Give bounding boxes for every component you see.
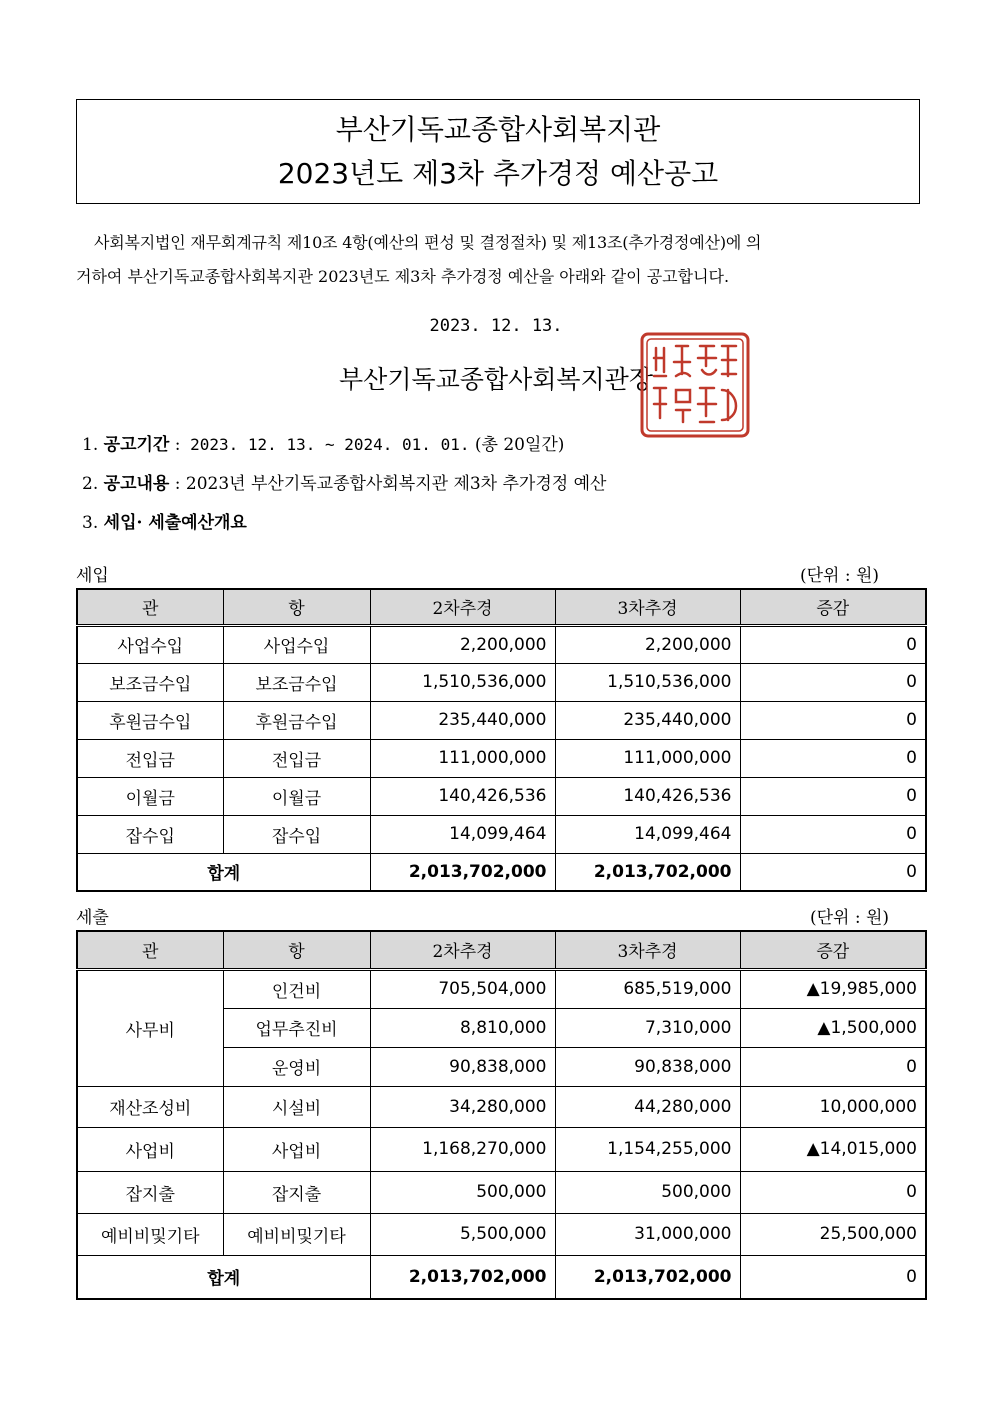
table-row: 재산조성비 시설비 34,280,000 44,280,000 10,000,000 xyxy=(77,1086,926,1127)
table-row: 예비비및기타 예비비및기타 5,500,000 31,000,000 25,500,000 xyxy=(77,1213,926,1255)
page-subtitle: 2023년도 제3차 추가경정 예산공고 xyxy=(277,157,719,190)
expense-unit: (단위 : 원) xyxy=(810,908,890,928)
notice-item-overview: 3. 세입· 세출예산개요 xyxy=(82,513,247,533)
table-row: 이월금 이월금 140,426,536 140,426,536 0 xyxy=(77,777,926,815)
col-header: 관 xyxy=(77,931,223,969)
col-header: 항 xyxy=(223,589,370,625)
official-seal-icon xyxy=(636,330,752,440)
revenue-label: 세입 xyxy=(76,566,109,586)
group-cell: 사무비 xyxy=(77,969,223,1086)
title-box xyxy=(76,99,920,204)
table-row: 전입금 전입금 111,000,000 111,000,000 0 xyxy=(77,739,926,777)
revenue-unit: (단위 : 원) xyxy=(800,566,880,586)
table-row: 사업비 사업비 1,168,270,000 1,154,255,000 ▲14,015,000 xyxy=(77,1127,926,1171)
notice-date: 2023. 12. 13. xyxy=(429,316,563,336)
col-header: 3차추경 xyxy=(555,931,740,969)
item-label: 세입· 세출예산개요 xyxy=(103,513,247,533)
col-header: 2차추경 xyxy=(370,931,555,969)
table-row: 운영비 90,838,000 90,838,000 0 xyxy=(77,1047,926,1086)
col-header: 항 xyxy=(223,931,370,969)
total-row: 합계 2,013,702,000 2,013,702,000 0 xyxy=(77,853,926,891)
table-row: 잡지출 잡지출 500,000 500,000 0 xyxy=(77,1171,926,1213)
page-title: 부산기독교종합사회복지관 xyxy=(335,113,661,146)
table-row: 잡수입 잡수입 14,099,464 14,099,464 0 xyxy=(77,815,926,853)
intro-line: 거하여 부산기독교종합사회복지관 2023년도 제3차 추가경정 예산을 아래와 같이 공고합니다. xyxy=(76,267,730,286)
org-signature: 부산기독교종합사회복지관장 xyxy=(339,365,653,394)
total-row: 합계 2,013,702,000 2,013,702,000 0 xyxy=(77,1255,926,1299)
item-label: 공고내용 xyxy=(103,474,170,494)
notice-item-content: 2. 공고내용 : 2023년 부산기독교종합사회복지관 제3차 추가경정 예산 xyxy=(82,474,607,494)
col-header: 3차추경 xyxy=(555,589,740,625)
table-row: 사무비 인건비 705,504,000 685,519,000 ▲19,985,000 xyxy=(77,969,926,1008)
expense-table xyxy=(76,930,927,1300)
table-row: 업무추진비 8,810,000 7,310,000 ▲1,500,000 xyxy=(77,1008,926,1047)
item-label: 공고기간 xyxy=(103,435,170,455)
col-header: 증감 xyxy=(740,589,926,625)
intro-paragraph xyxy=(76,226,922,294)
col-header: 2차추경 xyxy=(370,589,555,625)
intro-line: 사회복지법인 재무회계규칙 제10조 4항(예산의 편성 및 결정절차) 및 제13조(추가경정예산)에 의 xyxy=(94,233,762,252)
notice-item-period: 1. 공고기간 : 2023. 12. 13. ~ 2024. 01. 01. (총 20일간) xyxy=(82,435,565,455)
col-header: 증감 xyxy=(740,931,926,969)
table-row: 후원금수입 후원금수입 235,440,000 235,440,000 0 xyxy=(77,701,926,739)
col-header: 관 xyxy=(77,589,223,625)
expense-label: 세출 xyxy=(76,908,109,928)
table-row: 사업수입 사업수입 2,200,000 2,200,000 0 xyxy=(77,625,926,663)
table-row: 보조금수입 보조금수입 1,510,536,000 1,510,536,000 0 xyxy=(77,663,926,701)
revenue-table xyxy=(76,588,927,892)
